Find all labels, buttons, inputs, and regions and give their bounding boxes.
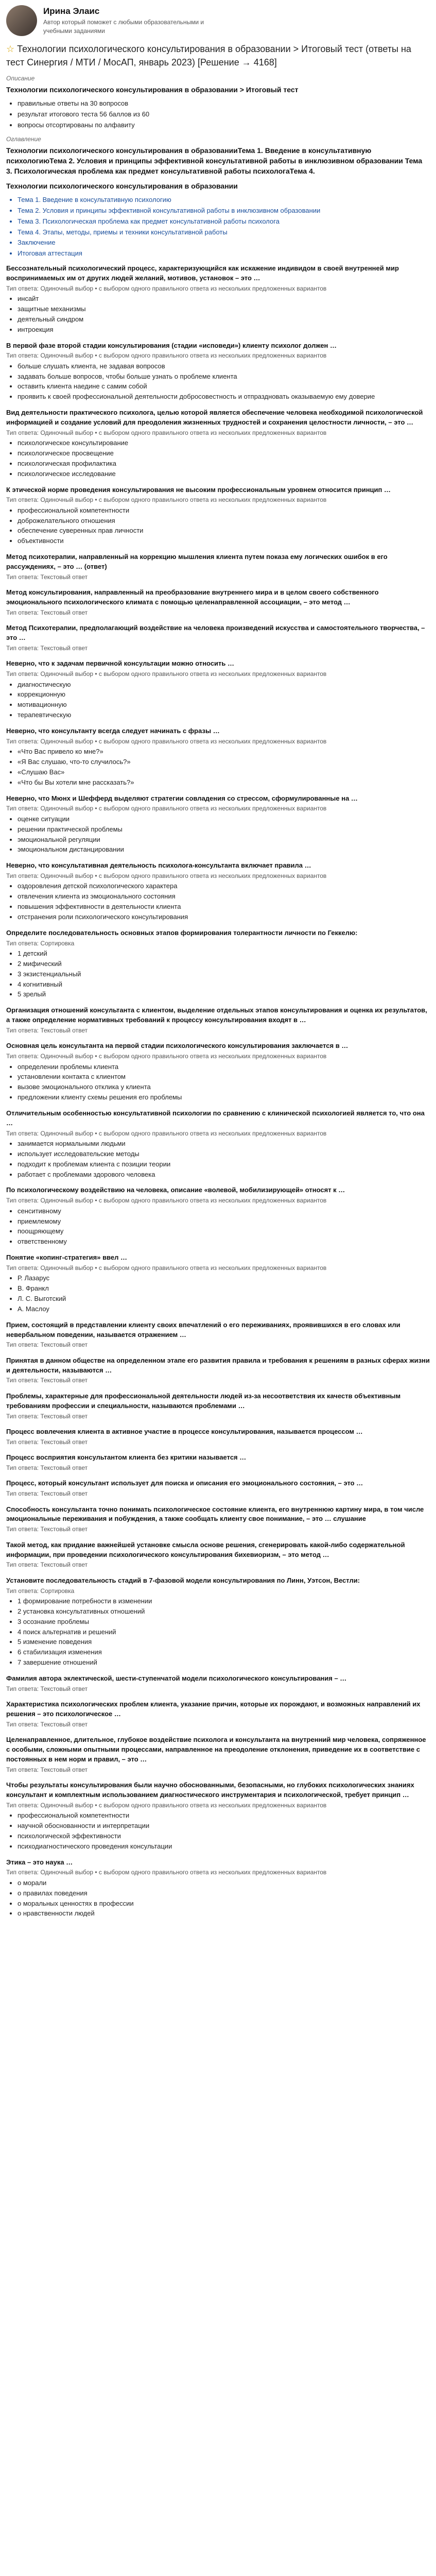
question-title: Процесс вовлечения клиента в активное участие в процессе консультирования, называется процессом …: [6, 1427, 363, 1435]
question-option: • предложении клиенту схемы решения его проблемы: [18, 1093, 430, 1103]
question-option: • терапевтическую: [18, 710, 430, 720]
question-title: Неверно, что консультативная деятельность психолога-консультанта включает правила …: [6, 861, 311, 870]
question-item: [6, 1427, 430, 1447]
question-options: [6, 1597, 430, 1668]
question-option: • психологическое консультирование: [18, 438, 430, 448]
question-answer-type: Тип ответа: Одиночный выбор • с выбором одного правильного ответа из нескольких предложенных вариантов: [6, 670, 327, 678]
question-option: • ответственному: [18, 1237, 430, 1247]
question-answer-type: Тип ответа: Текстовый ответ: [6, 608, 88, 616]
question-item: [6, 1109, 430, 1179]
question-item: [6, 1674, 430, 1693]
question-title: По психологическому воздействию на человека, описание «волевой, мобилизирующей» относят к …: [6, 1186, 345, 1194]
author-description: Автор который поможет с любыми образовательными и учебными заданиями: [43, 18, 204, 35]
question-answer-type: Тип ответа: Одиночный выбор • с выбором одного правильного ответа из нескольких предложенных вариантов: [6, 1129, 327, 1137]
question-option: • отстранения роли психологического консультирования: [18, 912, 430, 922]
toc-item[interactable]: • Тема 1. Введение в консультативную психологию: [18, 195, 430, 205]
question-item: [6, 552, 430, 582]
question-item: [6, 726, 430, 788]
question-options: [6, 1207, 430, 1247]
question-item: [6, 794, 430, 855]
question-option: • «Я Вас слушаю, что-то случилось?»: [18, 757, 430, 767]
question-option: • психологическое просвещение: [18, 449, 430, 459]
question-option: • защитные механизмы: [18, 304, 430, 314]
question-options: [6, 1274, 430, 1314]
question-answer-type: Тип ответа: Текстовый ответ: [6, 1438, 88, 1446]
question-item: [6, 1185, 430, 1247]
question-item: [6, 1392, 430, 1421]
question-option: • профессиональной компетентности: [18, 1811, 430, 1821]
question-title: Неверно, что к задачам первичной консультации можно относить …: [6, 659, 235, 668]
question-option: • диагностическую: [18, 680, 430, 690]
question-item: [6, 1006, 430, 1035]
question-item: [6, 1453, 430, 1472]
page-title-row: [6, 42, 430, 69]
question-item: [6, 341, 430, 402]
description-bullet: • вопросы отсортированы по алфавиту: [18, 121, 430, 130]
question-answer-type: Тип ответа: Текстовый ответ: [6, 1685, 88, 1692]
question-answer-type: Тип ответа: Текстовый ответ: [6, 1766, 88, 1773]
description-bullet: • результат итогового теста 56 баллов из 60: [18, 110, 430, 120]
question-answer-type: Тип ответа: Сортировка: [6, 939, 75, 947]
question-item: [6, 928, 430, 999]
question-item: [6, 1356, 430, 1385]
question-option: • о морали: [18, 1878, 430, 1888]
toc-item[interactable]: • Итоговая аттестация: [18, 249, 430, 259]
question-answer-type: Тип ответа: Одиночный выбор • с выбором одного правильного ответа из нескольких предложенных вариантов: [6, 1197, 327, 1205]
question-item: [6, 659, 430, 720]
question-option: • 3 осознание проблемы: [18, 1617, 430, 1627]
question-title: Метод консультирования, направленный на преобразование внутреннего мира и в целом своего собственного эмоционального психологического климата с помощью целенаправленной ассоциации, – это метод …: [6, 588, 379, 606]
question-options: [6, 294, 430, 334]
question-option: • психологическое исследование: [18, 469, 430, 479]
question-title: Проблемы, характерные для профессиональной деятельности людей из-за несоответствия их качеств объективным требованиям профессии и специальности, называются проблемами …: [6, 1392, 401, 1410]
question-option: • коррекционную: [18, 690, 430, 700]
question-title: Основная цель консультанта на первой стадии психологического консультирования заключается в …: [6, 1042, 348, 1050]
question-options: [6, 680, 430, 720]
question-answer-type: Тип ответа: Одиночный выбор • с выбором одного правильного ответа из нескольких предложенных вариантов: [6, 1869, 327, 1876]
question-option: • Л. С. Выготский: [18, 1294, 430, 1304]
question-option: • инсайт: [18, 294, 430, 304]
star-icon[interactable]: ☆: [6, 44, 15, 54]
author-block: [6, 5, 430, 36]
question-item: [6, 1540, 430, 1570]
question-answer-type: Тип ответа: Одиночный выбор • с выбором одного правильного ответа из нескольких предложенных вариантов: [6, 737, 327, 745]
question-option: • 3 экзистенциальный: [18, 970, 430, 979]
question-answer-type: Тип ответа: Одиночный выбор • с выбором одного правильного ответа из нескольких предложенных вариантов: [6, 496, 327, 504]
question-item: [6, 408, 430, 479]
question-option: • определении проблемы клиента: [18, 1062, 430, 1072]
description-heading: Технологии психологического консультирования в образовании > Итоговый тест: [6, 85, 299, 94]
question-title: Способность консультанта точно понимать психологическое состояние клиента, его внутреннюю картину мира, в том числе эмоциональные переживания и побуждения, а также сообщать клиенту свое понимание, – это … слушание: [6, 1505, 424, 1523]
question-options: [6, 1139, 430, 1179]
question-title: Отличительным особенностью консультативной психологии по сравнению с клинической психологией является то, что она …: [6, 1109, 425, 1127]
question-option: • занимается нормальными людьми: [18, 1139, 430, 1149]
question-option: • о моральных ценностях в профессии: [18, 1899, 430, 1909]
question-option: • объективности: [18, 536, 430, 546]
question-item: [6, 264, 430, 334]
question-list: [6, 264, 430, 1919]
question-item: [6, 623, 430, 653]
question-option: • В. Франкл: [18, 1284, 430, 1294]
question-answer-type: Тип ответа: Одиночный выбор • с выбором одного правильного ответа из нескольких предложенных вариантов: [6, 805, 327, 812]
question-option: • сенситивному: [18, 1207, 430, 1216]
question-option: • «Слушаю Вас»: [18, 768, 430, 777]
question-option: • 4 когнитивный: [18, 980, 430, 990]
description-label: Описание: [6, 75, 35, 82]
question-option: • подходит к проблемам клиента с позиции теории: [18, 1160, 430, 1170]
question-answer-type: Тип ответа: Одиночный выбор • с выбором одного правильного ответа из нескольких предложенных вариантов: [6, 872, 327, 880]
question-answer-type: Тип ответа: Сортировка: [6, 1587, 75, 1595]
question-title: Неверно, что Мюнх и Шефферд выделяют стратегии совладения со стрессом, сформулированные на …: [6, 794, 358, 802]
question-answer-type: Тип ответа: Текстовый ответ: [6, 1526, 88, 1533]
question-option: • 1 формирование потребности в изменении: [18, 1597, 430, 1606]
question-title: В первой фазе второй стадии консультирования (стадии «исповеди») клиенту психолог должен …: [6, 341, 337, 349]
question-title: Неверно, что консультанту всегда следует начинать с фразы …: [6, 727, 220, 735]
question-option: • 4 поиск альтернатив и решений: [18, 1628, 430, 1637]
question-title: Метод Психотерапии, предполагающий воздействие на человека произведений искусства и самостоятельного творчества, – это …: [6, 624, 425, 642]
question-option: • о правилах поведения: [18, 1889, 430, 1899]
toc-item[interactable]: • Заключение: [18, 238, 430, 248]
question-option: • оставить клиента наедине с самим собой: [18, 382, 430, 392]
question-item: [6, 588, 430, 617]
question-options: [6, 362, 430, 402]
question-answer-type: Тип ответа: Одиночный выбор • с выбором одного правильного ответа из нескольких предложенных вариантов: [6, 352, 327, 360]
question-answer-type: Тип ответа: Текстовый ответ: [6, 1720, 88, 1728]
question-title: Принятая в данном обществе на определенном этапе его развития правила и требования к решениям в разных сферах жизни и деятельности, называются …: [6, 1356, 430, 1374]
toc-item[interactable]: • Тема 4. Этапы, методы, приемы и техники консультативной работы: [18, 228, 430, 238]
question-options: [6, 438, 430, 479]
question-option: • использует исследовательские методы: [18, 1149, 430, 1159]
question-option: • больше слушать клиента, не задавая вопросов: [18, 362, 430, 371]
question-title: Организация отношений консультанта с клиентом, выделение отдельных этапов консультирования и оценка их результатов, а также определение нормативных требований к процессу консультирования входят в …: [6, 1006, 427, 1024]
question-answer-type: Тип ответа: Текстовый ответ: [6, 1561, 88, 1569]
question-title: Метод психотерапии, направленный на коррекцию мышления клиента путем показа ему логических ошибок в его рассуждениях, – это … (ответ): [6, 553, 388, 571]
toc-heading: Технологии психологического консультирования в образованииТема 1. Введение в консультативную психологиюТема 2. Условия и принципы эффективной консультативной работы в инклюзивном образовании Тема 3. Психологическая проблема как предмет консультативной работы психологаТема 4.: [6, 146, 423, 176]
question-answer-type: Тип ответа: Текстовый ответ: [6, 1412, 88, 1420]
question-option: • Р. Лазарус: [18, 1274, 430, 1283]
question-item: [6, 1479, 430, 1498]
question-options: [6, 1811, 430, 1851]
question-option: • установлении контакта с клиентом: [18, 1072, 430, 1082]
question-option: • интроекция: [18, 325, 430, 335]
question-item: [6, 1735, 430, 1774]
question-title: Определите последовательность основных этапов формирования толерантности личности по Геккелю:: [6, 928, 358, 937]
question-option: • 5 изменение поведения: [18, 1637, 430, 1647]
question-item: [6, 485, 430, 547]
toc-item[interactable]: • Тема 2. Условия и принципы эффективной консультативной работы в инклюзивном образовании: [18, 206, 430, 216]
question-title: Чтобы результаты консультирования были научно обоснованными, безопасными, но глубоких психологических знаниях консультант и комплектным использованием диагностического инструментария и психологической, требует принцип …: [6, 1781, 414, 1799]
author-name[interactable]: Ирина Элаис: [43, 6, 100, 16]
question-options: [6, 815, 430, 855]
question-option: • научной обоснованности и интерпретации: [18, 1821, 430, 1831]
question-option: • мотивационную: [18, 700, 430, 710]
question-item: [6, 1576, 430, 1668]
question-answer-type: Тип ответа: Текстовый ответ: [6, 1026, 88, 1034]
question-title: Установите последовательность стадий в 7-фазовой модели консультирования по Линн, Уэтсон, Вестли:: [6, 1576, 360, 1584]
question-option: • проявить к своей профессиональной деятельности добросовестность и отпраздновать оказываемую ему доверие: [18, 392, 430, 402]
toc-label: Оглавление: [6, 135, 41, 143]
question-option: • работает с проблемами здорового человека: [18, 1170, 430, 1180]
question-option: • психологическая профилактика: [18, 459, 430, 469]
description-bullet-list: [6, 99, 430, 130]
question-options: [6, 506, 430, 546]
question-option: • профессиональной компетентности: [18, 506, 430, 516]
question-answer-type: Тип ответа: Одиночный выбор • с выбором одного правильного ответа из нескольких предложенных вариантов: [6, 284, 327, 292]
question-option: • приемлемому: [18, 1217, 430, 1227]
question-answer-type: Тип ответа: Одиночный выбор • с выбором одного правильного ответа из нескольких предложенных вариантов: [6, 1053, 327, 1060]
question-option: • психодиагностического проведения консультации: [18, 1842, 430, 1852]
author-info: [43, 5, 229, 36]
question-title: Этика – это наука …: [6, 1858, 73, 1866]
question-title: Характеристика психологических проблем клиента, указание причин, которые их порождают, и возможных направлений их решения – это психологическое …: [6, 1700, 421, 1718]
question-option: • деятельный синдром: [18, 315, 430, 325]
question-option: • 2 установка консультативных отношений: [18, 1607, 430, 1617]
question-options: [6, 882, 430, 922]
toc-item[interactable]: • Тема 3. Психологическая проблема как предмет консультативной работы психолога: [18, 217, 430, 227]
question-title: Бессознательный психологический процесс, характеризующийся как искажение индивидом в своей внутренней мир воспринимаемых им от других людей желаний, мотивов, установок – это …: [6, 264, 399, 282]
question-option: • повышения эффективности в деятельности клиента: [18, 902, 430, 912]
question-option: • вызове эмоционального отклика у клиента: [18, 1082, 430, 1092]
author-avatar[interactable]: [6, 5, 37, 36]
question-option: • поощряющему: [18, 1227, 430, 1236]
question-item: [6, 1253, 430, 1314]
question-title: Понятие «копинг-стратегия» ввел …: [6, 1253, 127, 1262]
question-item: [6, 1781, 430, 1851]
question-option: • 6 стабилизация изменения: [18, 1648, 430, 1657]
question-option: • психологической эффективности: [18, 1832, 430, 1841]
question-answer-type: Тип ответа: Одиночный выбор • с выбором одного правильного ответа из нескольких предложенных вариантов: [6, 1264, 327, 1272]
question-answer-type: Тип ответа: Текстовый ответ: [6, 1490, 88, 1498]
question-answer-type: Тип ответа: Текстовый ответ: [6, 1341, 88, 1349]
question-item: [6, 1041, 430, 1103]
question-option: • отвлечения клиента из эмоционального состояния: [18, 892, 430, 902]
question-answer-type: Тип ответа: Текстовый ответ: [6, 1377, 88, 1384]
question-option: • 1 детский: [18, 949, 430, 959]
question-options: [6, 949, 430, 999]
question-option: • о нравственности людей: [18, 1909, 430, 1919]
question-option: • задавать больше вопросов, чтобы больше узнать о проблеме клиента: [18, 372, 430, 382]
question-item: [6, 861, 430, 922]
question-option: • оценке ситуации: [18, 815, 430, 824]
question-option: • обеспечение суверенных прав личности: [18, 526, 430, 536]
question-option: • решении практической проблемы: [18, 825, 430, 835]
page-title: Технологии психологического консультирования в образовании > Итоговый тест (ответы на тест Синергия / МТИ / МосАП, январь 2023) [Решение → 4168]: [6, 44, 411, 68]
question-title: Фамилия автора эклектической, шести-ступенчатой модели психологического консультирования – …: [6, 1674, 347, 1682]
question-title: Целенаправленное, длительное, глубокое воздействие психолога и консультанта на внутренний мир человека, сопряженное с особыми, сложными опытными процессами, направленное на преодоление отклонения, приведение их в соответствие с постоянных в нем норм и правил, – это …: [6, 1736, 426, 1763]
question-option: • 5 зрелый: [18, 990, 430, 999]
question-option: • А. Маслоу: [18, 1304, 430, 1314]
question-title: Такой метод, как придание важнейшей установке смысла основе решения, сгенерировать какой-либо содержательной информации, при проведении психологического консультирования бихевиоризм, – это метод …: [6, 1540, 405, 1558]
question-option: • доброжелательного отношения: [18, 516, 430, 526]
question-answer-type: Тип ответа: Текстовый ответ: [6, 1464, 88, 1471]
question-options: [6, 1878, 430, 1919]
question-options: [6, 1062, 430, 1103]
question-option: • «Что бы Вы хотели мне рассказать?»: [18, 778, 430, 788]
question-item: [6, 1700, 430, 1729]
question-option: • эмоциональной регуляции: [18, 835, 430, 845]
description-bullet: • правильные ответы на 30 вопросов: [18, 99, 430, 109]
question-item: [6, 1505, 430, 1534]
question-options: [6, 747, 430, 787]
question-option: • 2 мифический: [18, 959, 430, 969]
question-option: • оздоровления детской психологического характера: [18, 882, 430, 891]
question-title: Процесс, который консультант использует для поиска и описания его эмоционального состояния, – это …: [6, 1479, 363, 1487]
question-option: • «Что Вас привело ко мне?»: [18, 747, 430, 757]
question-title: Прием, состоящий в представлении клиенту своих впечатлений о его переживаниях, проявившихся в его словах или невербальном поведении, называется отражением …: [6, 1320, 400, 1338]
question-title: К этической норме проведения консультирования не высоким профессиональным уровнем относится принцип …: [6, 485, 391, 494]
question-answer-type: Тип ответа: Одиночный выбор • с выбором одного правильного ответа из нескольких предложенных вариантов: [6, 429, 327, 436]
question-answer-type: Тип ответа: Текстовый ответ: [6, 645, 88, 652]
question-option: • эмоциональном дистанцировании: [18, 845, 430, 855]
toc-subheading: Технологии психологического консультирования в образовании: [6, 181, 238, 190]
toc-list: [6, 195, 430, 259]
question-answer-type: Тип ответа: Одиночный выбор • с выбором одного правильного ответа из нескольких предложенных вариантов: [6, 1801, 327, 1809]
question-title: Процесс восприятия консультантом клиента без критики называется …: [6, 1453, 247, 1462]
question-answer-type: Тип ответа: Текстовый ответ: [6, 573, 88, 581]
question-option: • 7 завершение отношений: [18, 1658, 430, 1668]
question-item: [6, 1320, 430, 1350]
question-title: Вид деятельности практического психолога, целью которой является обеспечение человека необходимой психологической информацией и создание условий для преодоления жизненных трудностей и сохранения целостности личности, – это …: [6, 409, 423, 426]
question-item: [6, 1858, 430, 1919]
